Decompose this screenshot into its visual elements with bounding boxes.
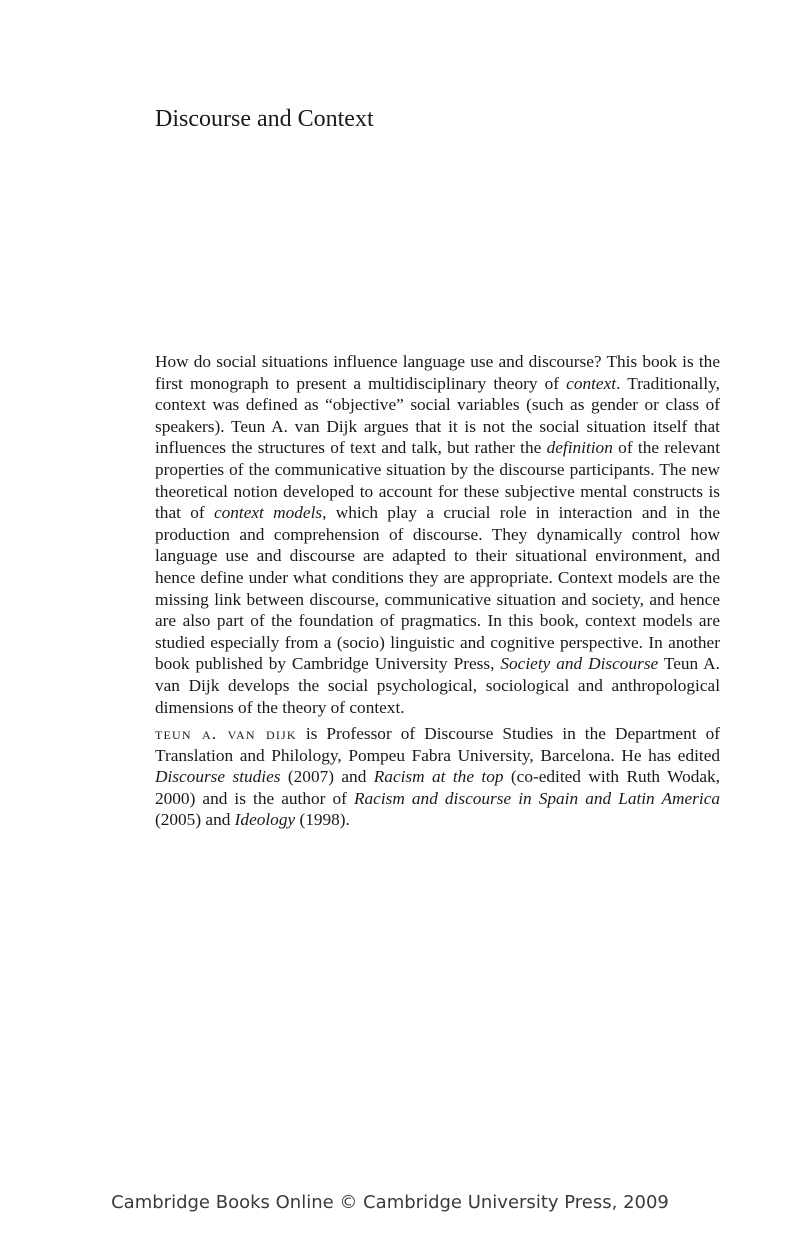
author-name: teun a. van dijk <box>155 724 297 744</box>
bio-text: (2007) and <box>280 767 374 787</box>
description-text: . Traditionally, context was defined as “objective” social variables (such as gender or class of speakers). Teun A. van Dijk argues that it is not the social situation itself that influences the structures of text and talk, but rather the <box>155 373 721 458</box>
description-paragraph <box>155 351 720 718</box>
bio-text: (2005) and <box>155 810 235 830</box>
bio-book-title: Racism and discourse in Spain and Latin America <box>353 788 721 808</box>
description-text: How do social situations influence language use and discourse? This book is the first monograph to present a multidisciplinary theory of <box>155 352 720 393</box>
author-bio-paragraph <box>155 723 720 831</box>
description-emphasis: Society and Discourse <box>500 654 659 674</box>
description-emphasis: definition <box>546 438 613 458</box>
book-blurb <box>155 351 720 831</box>
bio-book-title: Ideology <box>234 810 296 830</box>
bio-text: (co-edited with Ruth Wodak, 2000) and is the author of <box>155 767 721 808</box>
book-title: Discourse and Context <box>155 106 374 132</box>
description-text: , which play a crucial role in interaction and in the production and comprehension of discourse. They dynamically control how language use and discourse are adapted to their situational environment, and hence define under what conditions they are appropriate. Context models are the missing link between discourse, communicative situation and society, and hence are also part of the foundation of pragmatics. In this book, context models are studied especially from a (socio) linguistic and cognitive perspective. In another book published by Cambridge University Press, <box>155 503 720 674</box>
description-text: Teun A. van Dijk develops the social psychological, sociological and anthropological dimensions of the theory of context. <box>155 654 720 717</box>
bio-text: is Professor of Discourse Studies in the Department of Translation and Philology, Pompeu Fabra University, Barcelona. He has edited <box>155 724 720 765</box>
description-emphasis: context models <box>213 503 323 523</box>
bio-book-title: Racism at the top <box>373 767 504 787</box>
bio-book-title: Discourse studies <box>155 767 281 787</box>
copyright-footer: Cambridge Books Online © Cambridge University Press, 2009 <box>111 1192 669 1213</box>
bio-text: (1998). <box>295 810 350 830</box>
description-text: of the relevant properties of the communicative situation by the discourse participants. The new theoretical notion developed to account for these subjective mental constructs is that of <box>155 438 720 523</box>
description-emphasis: context <box>566 373 617 393</box>
